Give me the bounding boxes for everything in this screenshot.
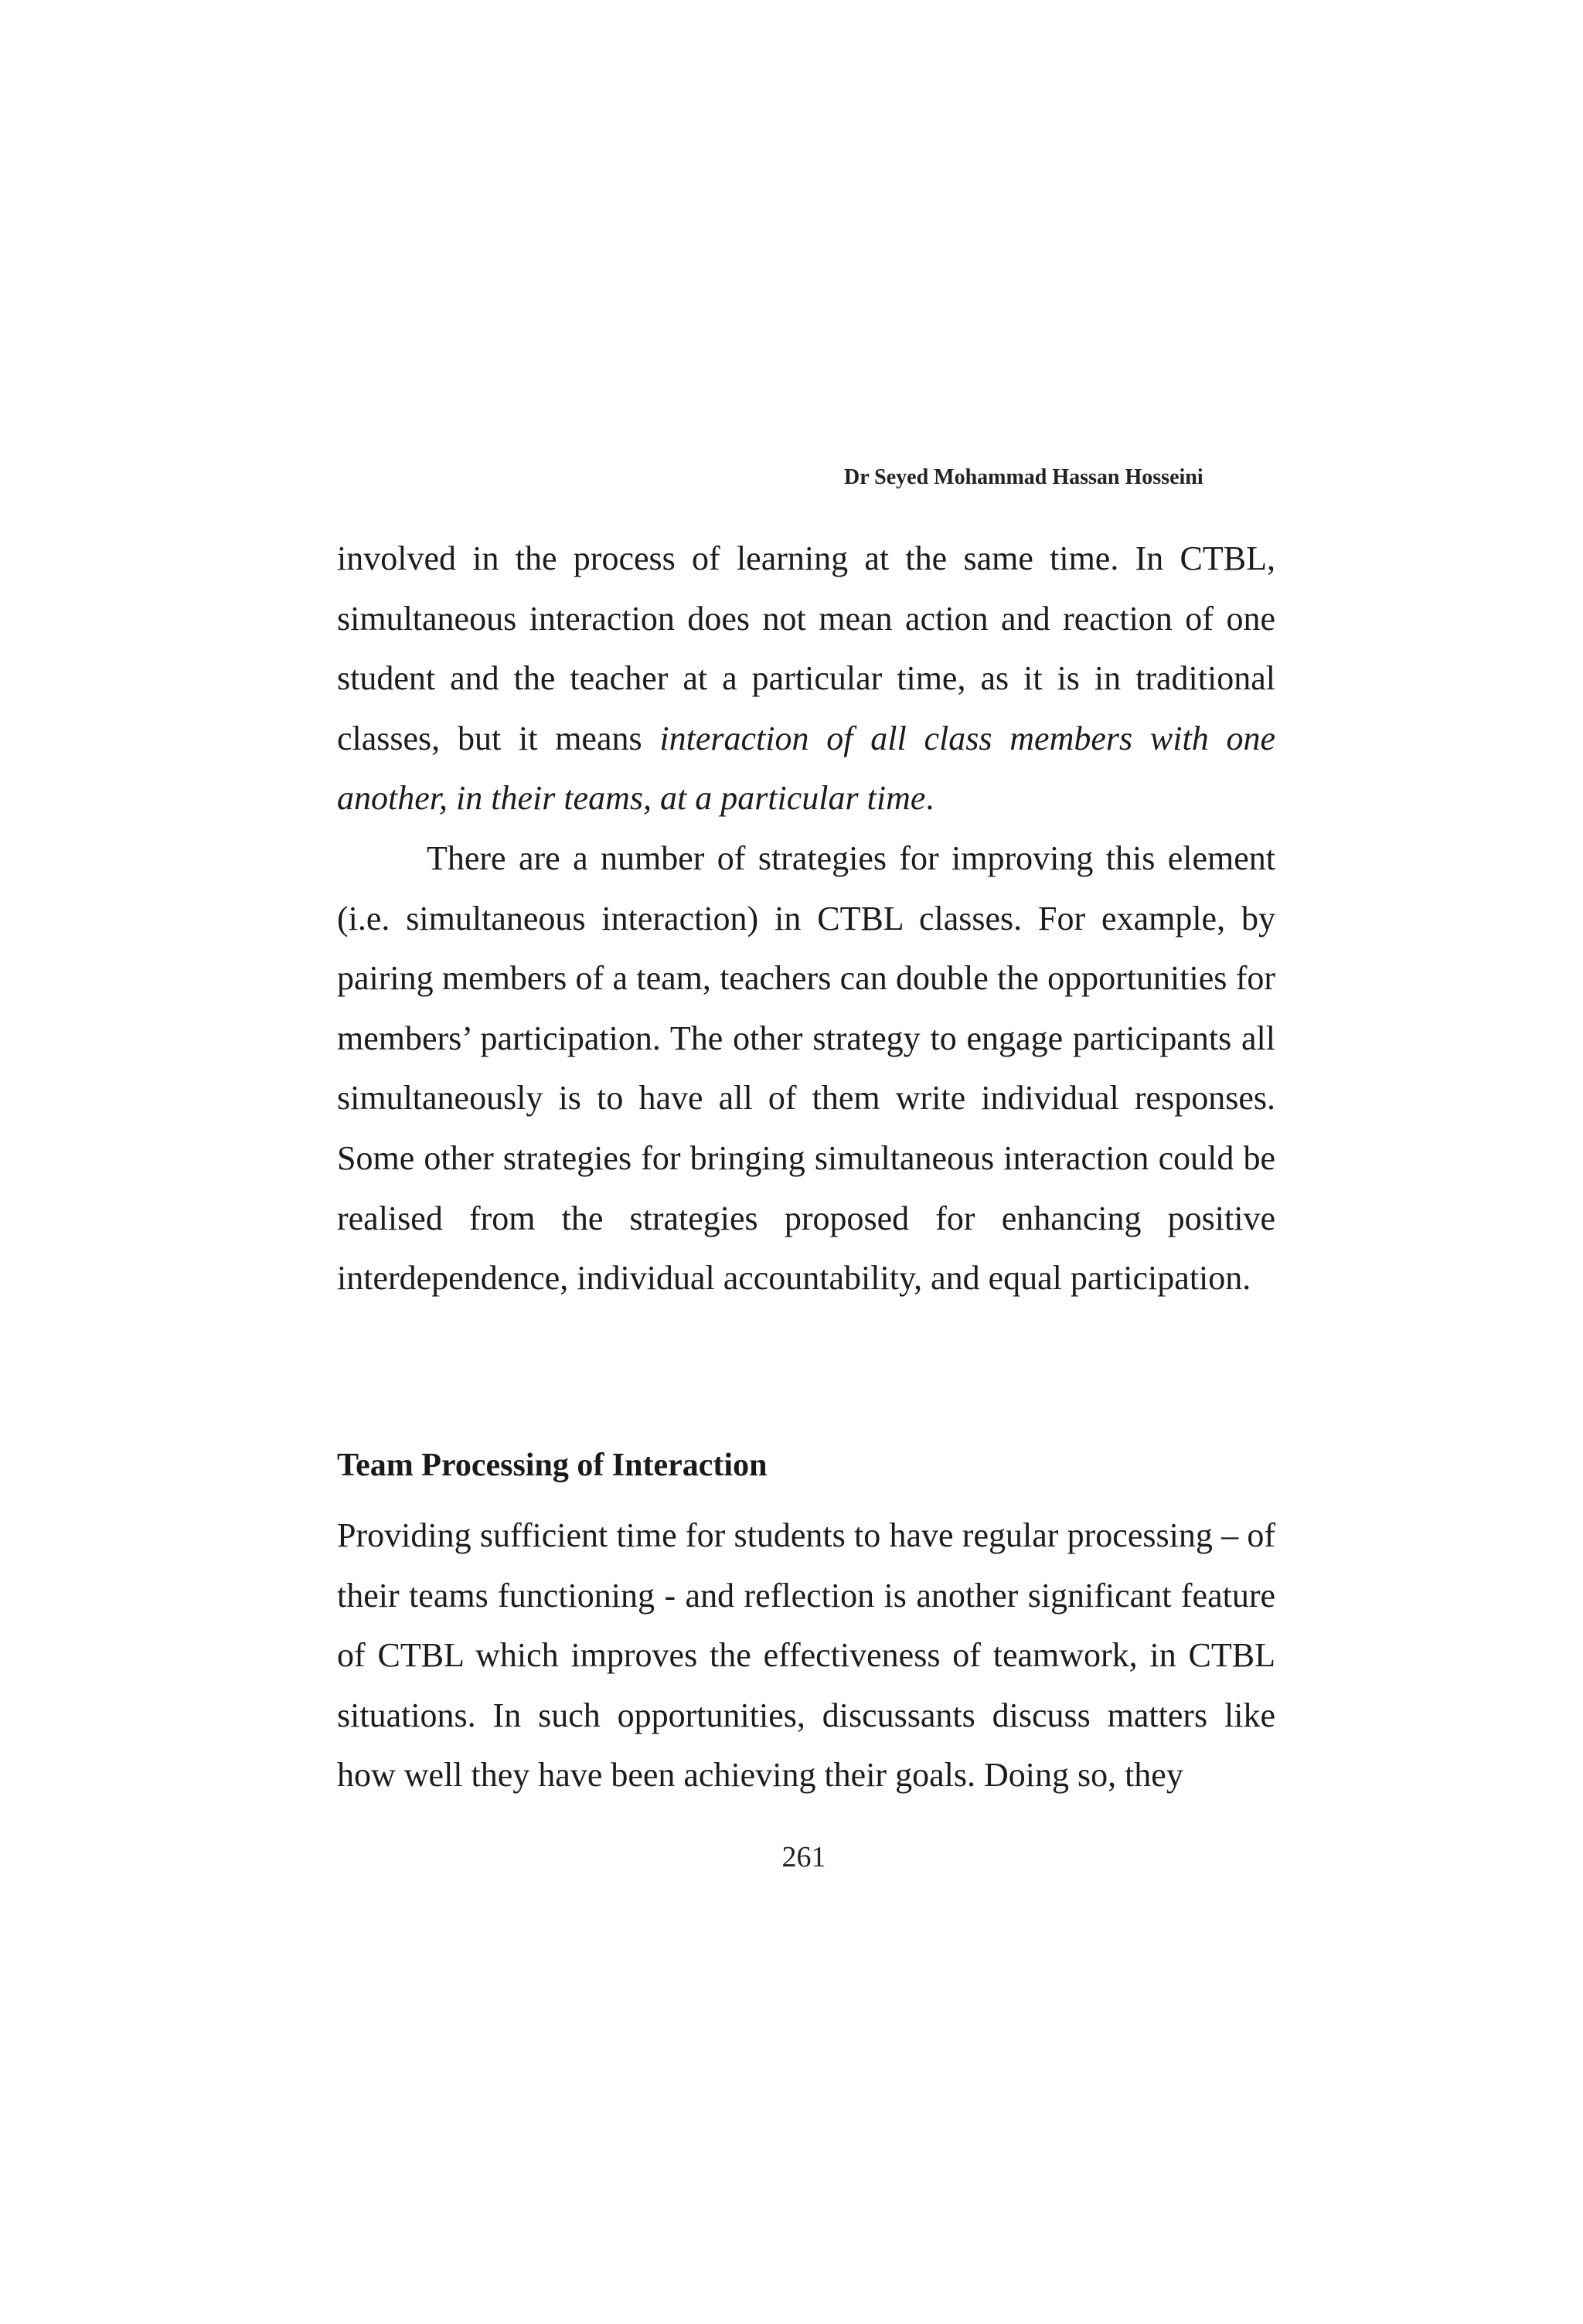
running-head: Dr Seyed Mohammad Hassan Hosseini — [844, 465, 1203, 489]
body-text-top — [337, 529, 1275, 1308]
paragraph-3: Providing sufficient time for students to have regular processing – of their teams functioning - and reflection is another significant feature of CTBL which improves the effectiveness of teamwork, in CTBL situations. In such opportunities, discussants discuss matters like how well they have been achieving their goals. Doing so, they — [337, 1516, 1275, 1795]
paragraph-1-emphasis: interaction of all class members with one another, in their teams, at a particular time — [337, 719, 1276, 818]
page-number: 261 — [781, 1841, 826, 1873]
paragraph-1-lead: involved in the process of learning at the same time. In CTBL, simultaneous interaction does not mean action and reaction of one student and the teacher at a particular time, as it is in traditional classes, but it means — [337, 539, 1275, 757]
section-heading: Team Processing of Interaction — [337, 1448, 768, 1483]
paragraph-1-tail: . — [925, 779, 934, 818]
paragraph-2: There are a number of strategies for improving this element (i.e. simultaneous interaction) in CTBL classes. For example, by pairing members of a team, teachers can double the opportunities for members’ participation. The other strategy to engage participants all simultaneously is to have all of them write individual responses. Some other strategies for bringing simultaneous interaction could be realised from the strategies proposed for enhancing positive interdependence, individual accountability, and equal participation. — [337, 839, 1275, 1298]
body-text-bottom — [337, 1506, 1275, 1805]
paragraph-1 — [337, 529, 1275, 829]
